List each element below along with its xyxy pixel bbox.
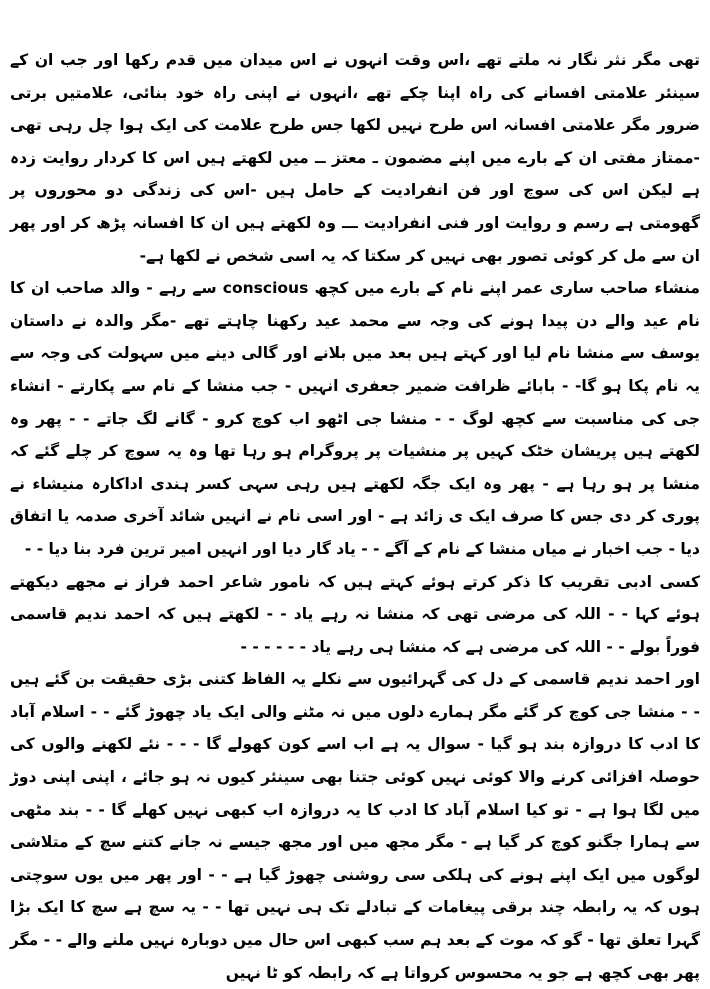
paragraph-literary-gathering: کسی ادبی تقریب کا ذکر کرتے ہوئے کہتے ہیں کہ نامور شاعر احمد فراز نے مجھے دیکھتے ہوئے کہا - - اللہ کی مرضی تھی کہ منشا نہ رہے یاد - - لکھتے ہیں کہ احمد ندیم قاسمی فوراً بولے - - اللہ کی مرضی ہے کہ منشا ہی رہے یاد - - - - - - — [10, 572, 700, 656]
paragraph-reflection: اور احمد ندیم قاسمی کے دل کی گہرائیوں سے نکلے یہ الفاظ کتنی بڑی حقیقت بن گئے ہیں - - منشا جی کوچ کر گئے مگر ہمارے دلوں میں نہ مٹنے والی ایک یاد چھوڑ گئے - - اسلام آباد کا ادب کا دروازہ بند ہو گیا - سوال یہ ہے اب اسے کون کھولے گا - - - نئے لکھنے والوں کی حوصلہ افزائی کرنے والا کوئی نہیں کوئی جتنا بھی سینئر کیوں نہ ہو جائے ، اپنی اپنی دوڑ میں لگا ہوا ہے - تو کیا اسلام آباد کا ادب کا یہ دروازہ اب کبھی نہیں کھلے گا - - بند مٹھی سے ہمارا جگنو کوچ کر گیا ہے - مگر مجھ میں اور مجھ جیسے نہ جانے کتنے سچ کے متلاشی لوگوں میں ایک اپنے ہونے کی ہلکی سی روشنی چھوڑ گیا ہے - - اور پھر میں یوں سوچتی ہوں کہ یہ رابطہ چند برقی پیغامات کے تبادلے تک ہی نہیں تھا - - یہ سچ ہے سچ کا ایک بڑا گہرا تعلق تھا - گو کہ موت کے بعد ہم سب کبھی اس حال میں دوبارہ نہیں ملنے والے - - مگر پھر بھی کچھ ہے جو یہ محسوس کرواتا ہے کہ رابطہ کو ٹا نہیں — [10, 670, 700, 982]
paragraph-intro: تھی مگر نثر نگار نہ ملتے تھے ،اس وقت انہوں نے اس میدان میں قدم رکھا اور جب ان کے سینئر علامتی افسانے کی راہ اپنا چکے تھے ،انہوں نے اپنی راہ خود بنائی، علامتیں برتی ضرور مگر علامتی افسانہ اس طرح نہیں لکھا جس طرح علامت کی ایک ہوا چل رہی تھی -ممتاز مفتی ان کے بارے میں اپنے مضمون ـ معتز ــ میں لکھتے ہیں اس کا کردار روایت زدہ ہے لیکن اس کی سوچ اور فن انفرادیت کے حامل ہیں -اس کی زندگی دو محوروں پر گھومتی ہے رسم و روایت اور فنی انفرادیت ـــ وہ لکھتے ہیں ان کا افسانہ پڑھ کر اور پھر ان سے مل کر کوئی تصور بھی نہیں کر سکتا کہ یہ اسی شخص نے لکھا ہے- — [10, 51, 700, 265]
article-body — [10, 44, 700, 989]
paragraph-name-story: منشاء صاحب ساری عمر اپنے نام کے بارے میں کچھ conscious سے رہے - والد صاحب ان کا نام عید والے دن پیدا ہونے کی وجہ سے محمد عید رکھنا چاہتے تھے -مگر والدہ نے داستان یوسف سے منشا نام لیا اور کہتے ہیں بعد میں بلانے اور گالی دینے میں سہولت کی وجہ سے یہ نام پکا ہو گا- - بابائے ظرافت ضمیر جعفری انہیں - جب منشا کے نام سے پکارتے - انشاء جی کی مناسبت سے کچھ لوگ - - منشا جی اٹھو اب کوچ کرو - گانے لگ جاتے - - پھر وہ لکھتے ہیں پریشان خٹک کہیں پر منشیات پر پروگرام ہو رہا تھا وہ یہ سوچ کر چلے گئے کہ منشا پر ہو رہا ہے - پھر وہ ایک جگہ لکھتے ہیں رہی سہی کسر ہندی اداکارہ منیشاء نے پوری کر دی جس کا صرف ایک ی زائد ہے - اور اسی نام نے انہیں شائد آخری صدمہ یا اتفاق دیا - جب اخبار نے میاں منشا کے نام کے آگے - - یاد گار دیا اور انہیں امیر ترین فرد بنا دیا - - — [10, 279, 700, 558]
